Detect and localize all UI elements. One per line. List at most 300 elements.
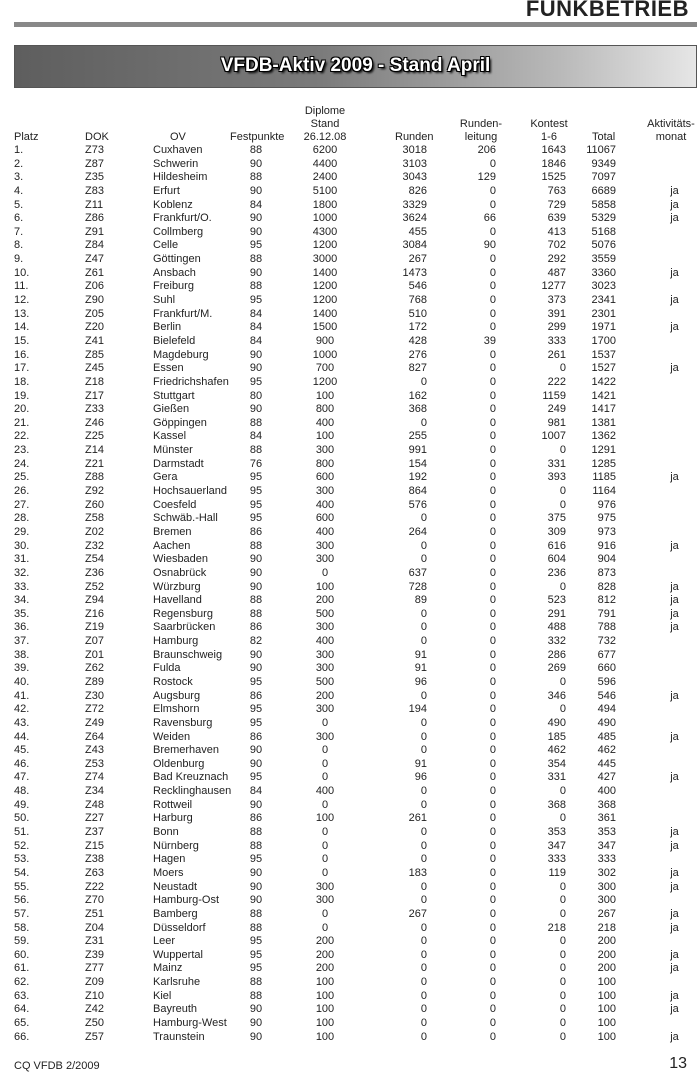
festpunkte-cell: 84 bbox=[249, 785, 263, 798]
kontest-cell: 0 bbox=[559, 962, 566, 975]
table-row bbox=[0, 581, 697, 595]
total-cell: 660 bbox=[597, 662, 616, 675]
runden-cell: 0 bbox=[420, 539, 427, 552]
header-dok: DOK bbox=[85, 131, 109, 143]
ov-cell: Stuttgart bbox=[153, 389, 195, 402]
runden-cell: 96 bbox=[414, 771, 427, 784]
kontest-cell: 292 bbox=[547, 253, 566, 266]
kontest-cell: 354 bbox=[547, 757, 566, 770]
runden-cell: 510 bbox=[408, 307, 427, 320]
diplome-stand-cell: 1200 bbox=[312, 294, 338, 307]
ov-cell: Berlin bbox=[153, 321, 182, 334]
platz-cell: 47. bbox=[14, 771, 30, 784]
festpunkte-cell: 80 bbox=[249, 389, 263, 402]
runden-cell: 0 bbox=[420, 948, 427, 961]
runden-cell: 0 bbox=[420, 375, 427, 388]
aktivitaetsmonat-cell: ja bbox=[670, 212, 679, 225]
dok-cell: Z41 bbox=[85, 334, 104, 347]
diplome-stand-cell: 2400 bbox=[312, 171, 338, 184]
ov-cell: Rottweil bbox=[153, 798, 193, 811]
runden-cell: 0 bbox=[420, 894, 427, 907]
table-row bbox=[0, 635, 697, 649]
table-row bbox=[0, 894, 697, 908]
kontest-cell: 0 bbox=[559, 362, 566, 375]
table-row bbox=[0, 703, 697, 717]
dok-cell: Z89 bbox=[85, 675, 104, 688]
rundenleitung-cell: 0 bbox=[489, 389, 496, 402]
festpunkte-cell: 95 bbox=[249, 375, 263, 388]
rundenleitung-cell: 66 bbox=[483, 212, 496, 225]
aktivitaetsmonat-cell: ja bbox=[670, 1030, 679, 1043]
diplome-stand-cell: 100 bbox=[315, 989, 335, 1002]
rundenleitung-cell: 0 bbox=[489, 594, 496, 607]
festpunkte-cell: 88 bbox=[249, 976, 263, 989]
rundenleitung-cell: 0 bbox=[489, 539, 496, 552]
ov-cell: Braunschweig bbox=[153, 648, 223, 661]
table-row bbox=[0, 540, 697, 554]
diplome-stand-cell: 300 bbox=[315, 730, 335, 743]
aktivitaetsmonat-cell: ja bbox=[670, 198, 679, 211]
festpunkte-cell: 88 bbox=[249, 921, 263, 934]
ov-cell: Düsseldorf bbox=[153, 921, 206, 934]
kontest-cell: 981 bbox=[547, 416, 566, 429]
runden-cell: 0 bbox=[420, 553, 427, 566]
table-row bbox=[0, 785, 697, 799]
aktivitaetsmonat-cell: ja bbox=[670, 689, 679, 702]
festpunkte-cell: 88 bbox=[249, 416, 263, 429]
rundenleitung-cell: 0 bbox=[489, 689, 496, 702]
kontest-cell: 0 bbox=[559, 989, 566, 1002]
rundenleitung-cell: 0 bbox=[489, 757, 496, 770]
rundenleitung-cell: 0 bbox=[489, 566, 496, 579]
diplome-stand-cell: 4300 bbox=[312, 225, 338, 238]
total-cell: 1527 bbox=[591, 362, 616, 375]
total-cell: 1185 bbox=[592, 471, 616, 484]
festpunkte-cell: 88 bbox=[249, 253, 263, 266]
dok-cell: Z35 bbox=[85, 171, 104, 184]
diplome-stand-cell: 5100 bbox=[312, 184, 338, 197]
platz-cell: 27. bbox=[14, 498, 30, 511]
kontest-cell: 375 bbox=[547, 512, 566, 525]
runden-cell: 428 bbox=[408, 334, 427, 347]
table-row bbox=[0, 376, 697, 390]
dok-cell: Z25 bbox=[85, 430, 104, 443]
total-cell: 1971 bbox=[591, 321, 616, 334]
runden-cell: 0 bbox=[420, 989, 427, 1002]
dok-cell: Z17 bbox=[85, 389, 104, 402]
total-cell: 973 bbox=[597, 525, 616, 538]
festpunkte-cell: 86 bbox=[249, 730, 263, 743]
festpunkte-cell: 82 bbox=[249, 635, 263, 648]
festpunkte-cell: 90 bbox=[249, 212, 263, 225]
rundenleitung-cell: 0 bbox=[489, 880, 496, 893]
total-cell: 791 bbox=[597, 607, 616, 620]
dok-cell: Z91 bbox=[85, 225, 104, 238]
table-row bbox=[0, 499, 697, 513]
runden-cell: 0 bbox=[420, 880, 427, 893]
rundenleitung-cell: 0 bbox=[489, 416, 496, 429]
ov-cell: Göttingen bbox=[153, 253, 201, 266]
runden-cell: 0 bbox=[420, 785, 427, 798]
total-cell: 975 bbox=[597, 512, 616, 525]
festpunkte-cell: 95 bbox=[249, 675, 263, 688]
runden-cell: 0 bbox=[420, 512, 427, 525]
kontest-cell: 0 bbox=[559, 1003, 566, 1016]
table-row bbox=[0, 267, 697, 281]
total-cell: 7097 bbox=[591, 171, 616, 184]
ov-cell: Darmstadt bbox=[153, 457, 204, 470]
rundenleitung-cell: 0 bbox=[489, 962, 496, 975]
total-cell: 361 bbox=[597, 812, 616, 825]
platz-cell: 39. bbox=[14, 662, 30, 675]
rundenleitung-cell: 206 bbox=[477, 144, 496, 156]
runden-cell: 991 bbox=[408, 444, 427, 457]
table-row bbox=[0, 171, 697, 185]
kontest-cell: 0 bbox=[559, 894, 566, 907]
rundenleitung-cell: 0 bbox=[489, 635, 496, 648]
table-row bbox=[0, 731, 697, 745]
platz-cell: 38. bbox=[14, 648, 30, 661]
rundenleitung-cell: 0 bbox=[489, 471, 496, 484]
platz-cell: 24. bbox=[14, 457, 30, 470]
kontest-cell: 0 bbox=[559, 675, 566, 688]
rundenleitung-cell: 0 bbox=[489, 485, 496, 498]
table-row bbox=[0, 239, 697, 253]
total-cell: 302 bbox=[597, 866, 616, 879]
kontest-cell: 0 bbox=[559, 812, 566, 825]
diplome-stand-cell: 3000 bbox=[312, 253, 338, 266]
dok-cell: Z43 bbox=[85, 744, 104, 757]
runden-cell: 0 bbox=[420, 976, 427, 989]
platz-cell: 54. bbox=[14, 866, 30, 879]
kontest-cell: 269 bbox=[547, 662, 566, 675]
diplome-stand-cell: 1800 bbox=[312, 198, 338, 211]
rundenleitung-cell: 0 bbox=[489, 225, 496, 238]
rundenleitung-cell: 0 bbox=[489, 866, 496, 879]
diplome-stand-cell: 900 bbox=[315, 334, 335, 347]
platz-cell: 37. bbox=[14, 635, 30, 648]
runden-cell: 276 bbox=[408, 348, 427, 361]
ov-cell: Wuppertal bbox=[153, 948, 203, 961]
dok-cell: Z57 bbox=[85, 1030, 104, 1043]
dok-cell: Z21 bbox=[85, 457, 104, 470]
platz-cell: 45. bbox=[14, 744, 30, 757]
runden-cell: 91 bbox=[414, 662, 427, 675]
rundenleitung-cell: 0 bbox=[489, 321, 496, 334]
kontest-cell: 373 bbox=[547, 294, 566, 307]
kontest-cell: 333 bbox=[547, 853, 566, 866]
diplome-stand-cell: 100 bbox=[315, 389, 335, 402]
ov-cell: Augsburg bbox=[153, 689, 201, 702]
ov-cell: Osnabrück bbox=[153, 566, 207, 579]
table-row bbox=[0, 594, 697, 608]
ov-cell: Regensburg bbox=[153, 607, 213, 620]
total-cell: 873 bbox=[597, 566, 616, 579]
dok-cell: Z10 bbox=[85, 989, 104, 1002]
platz-cell: 26. bbox=[14, 485, 30, 498]
dok-cell: Z94 bbox=[85, 594, 104, 607]
platz-cell: 19. bbox=[14, 389, 30, 402]
aktivitaetsmonat-cell: ja bbox=[670, 266, 679, 279]
ov-cell: Gera bbox=[153, 471, 178, 484]
total-cell: 828 bbox=[597, 580, 616, 593]
ov-cell: Ravensburg bbox=[153, 716, 213, 729]
table-row bbox=[0, 908, 697, 922]
dok-cell: Z49 bbox=[85, 716, 104, 729]
diplome-stand-cell: 300 bbox=[315, 648, 335, 661]
runden-cell: 3084 bbox=[402, 239, 427, 252]
table-row bbox=[0, 662, 697, 676]
festpunkte-cell: 88 bbox=[249, 280, 263, 293]
diplome-stand-cell: 800 bbox=[315, 457, 335, 470]
dok-cell: Z52 bbox=[85, 580, 104, 593]
aktivitaetsmonat-cell: ja bbox=[670, 839, 679, 852]
table-row bbox=[0, 758, 697, 772]
kontest-cell: 0 bbox=[559, 976, 566, 989]
festpunkte-cell: 88 bbox=[249, 607, 263, 620]
header-festpunkte: Festpunkte bbox=[230, 131, 285, 143]
ov-cell: Bonn bbox=[153, 826, 179, 839]
ov-cell: Freiburg bbox=[153, 280, 194, 293]
ov-cell: Hagen bbox=[153, 853, 186, 866]
runden-cell: 3624 bbox=[402, 212, 427, 225]
kontest-cell: 0 bbox=[559, 935, 566, 948]
page-number: 13 bbox=[669, 1055, 687, 1072]
dok-cell: Z72 bbox=[85, 703, 104, 716]
ov-cell: Leer bbox=[153, 935, 176, 948]
diplome-stand-cell: 400 bbox=[315, 498, 335, 511]
diplome-stand-cell: 400 bbox=[315, 525, 335, 538]
festpunkte-cell: 86 bbox=[249, 812, 263, 825]
dok-cell: Z88 bbox=[85, 471, 104, 484]
diplome-stand-cell: 400 bbox=[315, 416, 335, 429]
table-row bbox=[0, 362, 697, 376]
runden-cell: 267 bbox=[408, 253, 427, 266]
kontest-cell: 462 bbox=[547, 744, 566, 757]
diplome-stand-cell: 0 bbox=[321, 839, 329, 852]
runden-cell: 576 bbox=[408, 498, 427, 511]
diplome-stand-cell: 400 bbox=[315, 635, 335, 648]
kontest-cell: 218 bbox=[547, 921, 566, 934]
ov-cell: Wiesbaden bbox=[153, 553, 209, 566]
platz-cell: 30. bbox=[14, 539, 30, 552]
header-ov: OV bbox=[170, 131, 186, 143]
festpunkte-cell: 95 bbox=[249, 716, 263, 729]
platz-cell: 55. bbox=[14, 880, 30, 893]
platz-cell: 14. bbox=[14, 321, 30, 334]
ov-cell: Nürnberg bbox=[153, 839, 199, 852]
kontest-cell: 249 bbox=[547, 403, 566, 416]
rundenleitung-cell: 0 bbox=[489, 1017, 496, 1029]
kontest-cell: 299 bbox=[547, 321, 566, 334]
total-cell: 812 bbox=[597, 594, 616, 607]
table-row bbox=[0, 690, 697, 704]
dok-cell: Z16 bbox=[85, 607, 104, 620]
runden-cell: 0 bbox=[420, 1030, 427, 1043]
total-cell: 5168 bbox=[591, 225, 616, 238]
kontest-cell: 346 bbox=[547, 689, 566, 702]
table-row bbox=[0, 403, 697, 417]
ov-cell: Mainz bbox=[153, 962, 183, 975]
platz-cell: 28. bbox=[14, 512, 30, 525]
platz-cell: 52. bbox=[14, 839, 30, 852]
ov-cell: Karlsruhe bbox=[153, 976, 201, 989]
diplome-stand-cell: 100 bbox=[315, 1017, 335, 1029]
festpunkte-cell: 90 bbox=[249, 866, 263, 879]
festpunkte-cell: 76 bbox=[249, 457, 263, 470]
dok-cell: Z73 bbox=[85, 144, 104, 156]
kontest-cell: 639 bbox=[547, 212, 566, 225]
diplome-stand-cell: 300 bbox=[315, 553, 335, 566]
diplome-stand-cell: 0 bbox=[321, 757, 329, 770]
kontest-cell: 333 bbox=[547, 334, 566, 347]
table-row bbox=[0, 308, 697, 322]
diplome-stand-cell: 100 bbox=[315, 1003, 335, 1016]
table-row bbox=[0, 1017, 697, 1031]
table-row bbox=[0, 676, 697, 690]
ov-cell: Hochsauerland bbox=[153, 485, 227, 498]
platz-cell: 65. bbox=[14, 1017, 30, 1029]
total-cell: 1381 bbox=[591, 416, 616, 429]
rundenleitung-cell: 0 bbox=[489, 621, 496, 634]
total-cell: 267 bbox=[597, 907, 616, 920]
festpunkte-cell: 86 bbox=[249, 621, 263, 634]
festpunkte-cell: 88 bbox=[249, 444, 263, 457]
kontest-cell: 261 bbox=[547, 348, 566, 361]
runden-cell: 3103 bbox=[402, 157, 427, 170]
total-cell: 100 bbox=[597, 989, 616, 1002]
kontest-cell: 490 bbox=[547, 716, 566, 729]
table-row bbox=[0, 744, 697, 758]
runden-cell: 91 bbox=[414, 757, 427, 770]
rundenleitung-cell: 0 bbox=[489, 703, 496, 716]
table-row bbox=[0, 253, 697, 267]
festpunkte-cell: 90 bbox=[249, 362, 263, 375]
kontest-cell: 0 bbox=[559, 580, 566, 593]
kontest-cell: 393 bbox=[547, 471, 566, 484]
platz-cell: 46. bbox=[14, 757, 30, 770]
dok-cell: Z15 bbox=[85, 839, 104, 852]
dok-cell: Z34 bbox=[85, 785, 104, 798]
runden-cell: 0 bbox=[420, 935, 427, 948]
dok-cell: Z62 bbox=[85, 662, 104, 675]
platz-cell: 57. bbox=[14, 907, 30, 920]
runden-cell: 0 bbox=[420, 607, 427, 620]
ov-cell: Moers bbox=[153, 866, 184, 879]
runden-cell: 826 bbox=[408, 184, 427, 197]
kontest-cell: 331 bbox=[547, 771, 566, 784]
total-cell: 218 bbox=[597, 921, 616, 934]
runden-cell: 183 bbox=[408, 866, 427, 879]
platz-cell: 5. bbox=[14, 198, 24, 211]
festpunkte-cell: 88 bbox=[249, 839, 263, 852]
total-cell: 916 bbox=[597, 539, 616, 552]
rundenleitung-cell: 0 bbox=[489, 907, 496, 920]
festpunkte-cell: 84 bbox=[249, 430, 263, 443]
total-cell: 11067 bbox=[586, 144, 616, 156]
ov-cell: Weiden bbox=[153, 730, 191, 743]
platz-cell: 1. bbox=[14, 144, 24, 156]
runden-cell: 0 bbox=[420, 689, 427, 702]
diplome-stand-cell: 100 bbox=[315, 812, 335, 825]
ov-cell: Bamberg bbox=[153, 907, 198, 920]
ov-cell: Traunstein bbox=[153, 1030, 205, 1043]
diplome-stand-cell: 1200 bbox=[312, 239, 338, 252]
diplome-stand-cell: 1400 bbox=[312, 307, 338, 320]
aktivitaetsmonat-cell: ja bbox=[670, 921, 679, 934]
kontest-cell: 0 bbox=[559, 1017, 566, 1029]
ov-cell: Hamburg-Ost bbox=[153, 894, 220, 907]
dok-cell: Z61 bbox=[85, 266, 104, 279]
diplome-stand-cell: 200 bbox=[315, 935, 335, 948]
kontest-cell: 0 bbox=[559, 1030, 566, 1043]
runden-cell: 172 bbox=[408, 321, 427, 334]
festpunkte-cell: 90 bbox=[249, 225, 263, 238]
table-row bbox=[0, 553, 697, 567]
total-cell: 788 bbox=[597, 621, 616, 634]
runden-cell: 0 bbox=[420, 1003, 427, 1016]
runden-cell: 768 bbox=[408, 294, 427, 307]
rundenleitung-cell: 0 bbox=[489, 553, 496, 566]
platz-cell: 62. bbox=[14, 976, 30, 989]
table-row bbox=[0, 567, 697, 581]
diplome-stand-cell: 200 bbox=[315, 962, 335, 975]
platz-cell: 18. bbox=[14, 375, 30, 388]
table-row bbox=[0, 321, 697, 335]
table-row bbox=[0, 280, 697, 294]
rundenleitung-cell: 0 bbox=[489, 253, 496, 266]
platz-cell: 50. bbox=[14, 812, 30, 825]
rundenleitung-cell: 0 bbox=[489, 403, 496, 416]
dok-cell: Z77 bbox=[85, 962, 104, 975]
kontest-cell: 353 bbox=[547, 826, 566, 839]
festpunkte-cell: 95 bbox=[249, 948, 263, 961]
runden-cell: 162 bbox=[408, 389, 427, 402]
total-cell: 1164 bbox=[592, 485, 616, 498]
diplome-stand-cell: 200 bbox=[315, 689, 335, 702]
ov-cell: Erfurt bbox=[153, 184, 180, 197]
diplome-stand-cell: 1400 bbox=[312, 266, 338, 279]
diplome-stand-cell: 0 bbox=[321, 921, 329, 934]
dok-cell: Z38 bbox=[85, 853, 104, 866]
platz-cell: 6. bbox=[14, 212, 24, 225]
runden-cell: 864 bbox=[408, 485, 427, 498]
aktivitaetsmonat-cell: ja bbox=[670, 866, 679, 879]
total-cell: 1537 bbox=[591, 348, 616, 361]
dok-cell: Z42 bbox=[85, 1003, 104, 1016]
diplome-stand-cell: 1200 bbox=[312, 375, 338, 388]
platz-cell: 15. bbox=[14, 334, 30, 347]
runden-cell: 0 bbox=[420, 826, 427, 839]
diplome-stand-cell: 0 bbox=[321, 716, 329, 729]
platz-cell: 33. bbox=[14, 580, 30, 593]
rundenleitung-cell: 0 bbox=[489, 307, 496, 320]
total-cell: 904 bbox=[597, 553, 616, 566]
rundenleitung-cell: 0 bbox=[489, 1030, 496, 1043]
platz-cell: 66. bbox=[14, 1030, 30, 1043]
total-cell: 200 bbox=[597, 962, 616, 975]
festpunkte-cell: 95 bbox=[249, 935, 263, 948]
runden-cell: 455 bbox=[408, 225, 427, 238]
kontest-cell: 413 bbox=[547, 225, 566, 238]
aktivitaetsmonat-cell: ja bbox=[670, 771, 679, 784]
ov-cell: Göppingen bbox=[153, 416, 207, 429]
runden-cell: 0 bbox=[420, 744, 427, 757]
runden-cell: 89 bbox=[414, 594, 427, 607]
publication-label: CQ VFDB 2/2009 bbox=[14, 1060, 100, 1072]
table-row bbox=[0, 349, 697, 363]
dok-cell: Z50 bbox=[85, 1017, 104, 1029]
